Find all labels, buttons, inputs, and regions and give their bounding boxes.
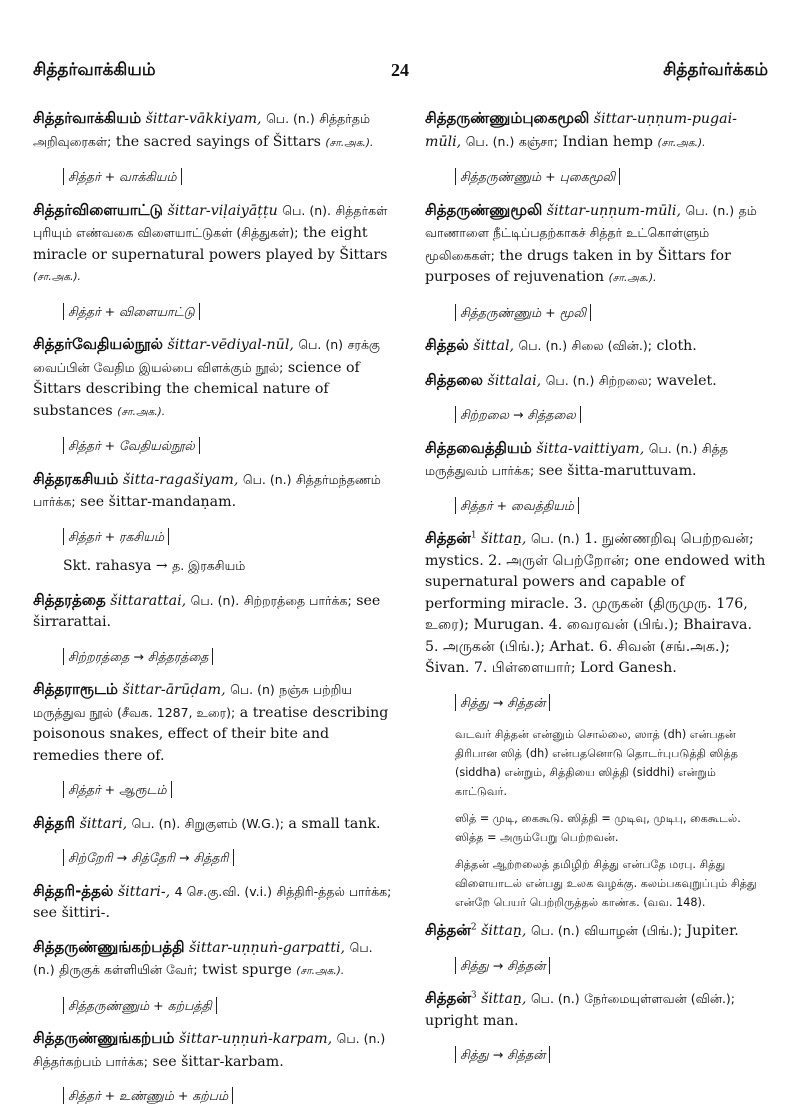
headword: சித்தருண்ணுங்கற்பம் [33, 1029, 175, 1047]
sanskrit-note [63, 555, 393, 578]
headword-superscript: 3 [470, 990, 477, 1001]
headword: சித்தர்விளையாட்டு [33, 200, 163, 219]
transliteration: šittaṉ, [481, 923, 527, 939]
tamil-definition: வியாழன் (பிங்.); [584, 923, 683, 938]
etymology-text: சித்தர் + வேதியல்நூல் [63, 437, 200, 454]
headword: சித்தரத்தை [33, 590, 106, 609]
dictionary-entry [425, 920, 770, 943]
transliteration: šittar-ārūḍam, [122, 682, 226, 698]
headword: சித்தல் [425, 336, 469, 354]
source-reference: (சா.அக.). [117, 405, 166, 418]
part-of-speech: பெ. (n.) [648, 440, 698, 456]
english-definition: wavelet. [656, 372, 717, 389]
source-reference: (சா.அக.). [608, 272, 657, 284]
transliteration: šittalai, [487, 372, 542, 389]
english-definition: see šittiri-. [33, 905, 110, 921]
headword: சித்தரி [33, 813, 76, 832]
part-of-speech: பெ. (n.) [465, 133, 515, 149]
headword: சித்தர்வேதியல்நூல் [33, 335, 163, 353]
source-reference: (சா.அக.). [296, 965, 345, 977]
english-definition: see šitta-maruttuvam. [538, 463, 697, 479]
tamil-definition: சிலை (வின்.); [571, 338, 652, 353]
etymology-text: சித்தர் + வாக்கியம் [63, 168, 182, 185]
explanatory-note: சித்தன் ஆற்றலைத் தமிழிற் சித்து என்பதே மரபு. சித்து விளையாடல் என்பது உலக வழக்கு. கலம்பகவுறுப்பும் சித்து என்றே பெயர் பெற்றிருத்தல் காண்க. (வவ. 148). [455, 858, 757, 909]
etymology-text: சித்தருண்ணும் + மூலி [455, 304, 591, 321]
tamil-definition: கஞ்சா; [518, 133, 558, 149]
headword-superscript: 1 [470, 530, 477, 541]
headword: சித்தருண்ணுங்கற்பத்தி [33, 937, 185, 956]
etymology-text: சித்தருண்ணும் + புகைமூலி [455, 168, 620, 185]
headword-superscript: 2 [470, 922, 477, 933]
part-of-speech: பெ. (n.) [266, 111, 315, 126]
sanskrit-source: Skt. rahasya → [63, 558, 168, 574]
part-of-speech: பெ. (n) [298, 337, 344, 352]
headword: சித்தருண்ணும்புகைமூலி [425, 109, 590, 127]
part-of-speech: பெ. (n.) [242, 471, 292, 487]
part-of-speech: பெ. (n). [190, 592, 240, 608]
dictionary-entry [425, 108, 770, 154]
dictionary-entry [425, 200, 770, 290]
etymology-text: சிற்றரத்தை → சித்தரத்தை [63, 648, 213, 665]
tamil-definition: சிற்றலை; [598, 372, 653, 388]
dictionary-entry [33, 813, 393, 836]
transliteration: šittar-vēdiyal-nūl, [167, 337, 294, 353]
part-of-speech: பெ. (n.) [530, 531, 580, 546]
headword: சித்தன் [425, 921, 471, 939]
transliteration: šitta-vaittiyam, [536, 440, 645, 457]
dictionary-entry [425, 988, 770, 1032]
etymology-text: சித்தர் + ஆரூடம் [63, 781, 172, 798]
etymology [455, 404, 770, 426]
running-head [0, 60, 800, 88]
dictionary-entry [33, 937, 393, 983]
part-of-speech: பெ. (n). [131, 815, 181, 831]
transliteration: šittari-, [117, 883, 171, 900]
english-definition: Jupiter. [686, 923, 739, 939]
dictionary-entry [425, 370, 770, 393]
headword: சித்தரி-த்தல் [33, 881, 114, 900]
explanatory-note: வடவர் சித்தன் என்னும் சொல்லை, ஸாத் (dh) என்பதன் திரிபான ஸித் (dh) என்பதனொடு தொடர்புபடுத்தி ஸித்த (siddha) என்றும், சித்தியை ஸித்தி (siddhi) என்றும் காட்டுவர். [455, 728, 739, 798]
transliteration: šittaṉ, [481, 991, 527, 1007]
etymology-text: சித்தர் + விளையாட்டு [63, 303, 200, 320]
etymology-text: சிற்றலை → சித்தலை [455, 406, 581, 423]
dictionary-entry [33, 590, 393, 634]
transliteration: šitta-ragašiyam, [122, 471, 239, 488]
tamil-definition: நேர்மையுள்ளவன் (வின்.); [584, 991, 736, 1006]
dictionary-entry [425, 438, 770, 483]
etymology-text: சித்தர் + வைத்தியம் [455, 497, 579, 514]
etymology [63, 435, 393, 457]
tamil-definition: சித்தர்தம் அறிவுரைகள்; [33, 111, 371, 149]
transliteration: šittar-uṇṇuṅ-garpatti, [189, 939, 346, 956]
headword: சித்தன் [425, 529, 471, 547]
source-reference: (சா.அக.). [325, 136, 374, 149]
headword: சித்தலை [425, 370, 483, 389]
tamil-definition: சித்தர்கள் புரியும் எண்வகை விளையாட்டுகள் (சித்துகள்); [33, 202, 388, 240]
tamil-definition: சித்தர்மந்தணம் பார்க்க; [33, 471, 381, 509]
part-of-speech: பெ. (n.) [530, 991, 580, 1006]
headword: சித்தருண்ணுமூலி [425, 200, 543, 219]
part-of-speech: பெ. (n.) [518, 338, 568, 353]
etymology [63, 166, 393, 188]
source-reference: (சா.அக.). [657, 136, 706, 149]
etymology-text: சித்து → சித்தன் [455, 1046, 550, 1063]
etymology [63, 526, 393, 548]
english-definition: see šittar-karbam. [152, 1053, 284, 1070]
english-definition: a treatise describing poisonous snakes, effect of their bite and remedies there of. [33, 704, 389, 764]
etymology [455, 692, 770, 714]
right-column [425, 108, 770, 1078]
english-definition: Indian hemp [562, 133, 654, 150]
definition-body: 1. நுண்ணறிவு பெற்றவன்; mystics. 2. அருள் பெற்றோன்; one endowed with supernatural powers and capable of performing miracle. 3. முருகன் (திருமுரு. 176, உரை); Murugan. 4. வைரவன் (பிங்.); Bhairava. 5. அருகன் (பிங்.); Arhat. 6. சிவன் (சங்.அக.); Šivan. 7. பிள்ளையார்; Lord Ganesh. [425, 531, 766, 676]
tamil-definition: சித்த மருத்துவம் பார்க்க; [425, 440, 728, 478]
english-definition: the eight miracle or supernatural powers played by Šittars [33, 225, 388, 263]
english-definition: a small tank. [288, 815, 381, 832]
etymology-text: சித்தருண்ணும் + கற்பத்தி [63, 997, 217, 1014]
etymology [63, 646, 393, 668]
etymology [63, 779, 393, 801]
etymology [455, 955, 770, 977]
english-definition: see šittar-mandaṇam. [80, 494, 237, 510]
etymology [455, 495, 770, 517]
headword: சித்தரகசியம் [33, 469, 119, 488]
etymology-text: சிற்றேரி → சித்தேரி → சித்தரி [63, 849, 234, 866]
transliteration: šittar-viḷaiyāṭṭu [167, 202, 278, 219]
tamil-definition: சித்தர்கற்பம் பார்க்க; [33, 1053, 149, 1069]
part-of-speech: பெ. (n) [230, 682, 275, 697]
part-of-speech: பெ. (n.) [685, 202, 735, 218]
headword: சித்தவைத்தியம் [425, 438, 532, 457]
running-head-left: சித்தர்வாக்கியம் [33, 60, 156, 80]
tamil-definition: சிற்றரத்தை பார்க்க; [243, 592, 352, 608]
part-of-speech: பெ. (n). [282, 202, 331, 218]
dictionary-entry [33, 881, 393, 925]
dictionary-entry [425, 335, 770, 358]
tamil-definition: நஞ்சு பற்றிய மருத்துவ நூல் (சீவக. 1287, உரை); [33, 682, 353, 720]
etymology-text: சித்து → சித்தன் [455, 957, 550, 974]
etymology [63, 301, 393, 323]
dictionary-entry [33, 200, 393, 289]
transliteration: šittar-vākkiyam, [145, 111, 262, 127]
transliteration: šittarattai, [110, 592, 187, 609]
etymology [63, 995, 393, 1017]
headword: சித்தர்வாக்கியம் [33, 109, 142, 127]
english-definition: upright man. [425, 1012, 519, 1029]
transliteration: šittal, [473, 338, 514, 354]
etymology [455, 1044, 770, 1066]
english-definition: cloth. [656, 338, 697, 354]
source-reference: (சா.அக.). [33, 271, 81, 283]
etymology-text: சித்தர் + உண்ணும் + கற்பம் [63, 1087, 233, 1104]
transliteration: šittaṉ, [481, 531, 527, 547]
part-of-speech: 4 செ.கு.வி. (v.i.) [174, 883, 272, 899]
etymology-text: சித்து → சித்தன் [455, 694, 550, 711]
tamil-definition: சரக்கு வைப்பின் வேதிம இயல்பை விளக்கும் நூல்; [33, 337, 380, 375]
tamil-definition: தம் வாணாளை நீட்டிப்பதற்காகச் சித்தர் உட்கொள்ளும் மூலிகைகள்; [425, 202, 757, 263]
dictionary-entry [425, 528, 770, 680]
etymology [455, 302, 770, 324]
dictionary-entry [33, 679, 393, 767]
part-of-speech: பெ. (n.) [545, 372, 595, 388]
english-definition: the sacred sayings of Šittars [115, 133, 321, 150]
transliteration: šittar-uṇṇum-pugai-mūli, [425, 111, 737, 150]
headword: சித்தராரூடம் [33, 680, 118, 698]
part-of-speech: பெ. (n.) [336, 1031, 386, 1046]
running-head-right: சித்தர்வர்க்கம் [663, 60, 768, 80]
page-number: 24 [391, 60, 409, 80]
dictionary-entry [33, 1028, 393, 1073]
etymology [63, 1085, 393, 1107]
dictionary-entry [33, 108, 393, 154]
english-definition: twist spurge [202, 962, 292, 978]
dictionary-entry [33, 334, 393, 423]
english-definition: see širrarattai. [33, 592, 381, 630]
english-definition: the drugs taken in by Šittars for purposes of rejuvenation [425, 247, 731, 285]
english-definition: science of Šittars describing the chemical nature of substances [33, 359, 360, 419]
headword: சித்தன் [425, 989, 471, 1007]
explanatory-note: ஸித் = முடி, கைகூடு. ஸித்தி = முடிவு, முடிபு, கைகூடல். ஸித்த = அரும்பேறு பெற்றவன். [455, 812, 741, 844]
transliteration: šittari, [79, 815, 128, 832]
part-of-speech: பெ. (n.) [530, 923, 580, 938]
etymology-text: சித்தர் + ரகசியம் [63, 528, 169, 545]
tamil-definition: சித்திரி-த்தல் பார்க்க; [276, 883, 392, 899]
transliteration: šittar-uṇṇuṅ-karpam, [179, 1031, 333, 1047]
etymology [63, 847, 393, 869]
tamil-equivalent: த. இரகசியம் [172, 558, 246, 573]
left-column [33, 108, 393, 1119]
transliteration: šittar-uṇṇum-mūli, [546, 202, 681, 219]
dictionary-entry [33, 469, 393, 514]
part-of-speech: பெ. (n.) [33, 939, 373, 977]
tamil-definition: சிறுகுளம் (W.G.); [184, 815, 284, 831]
tamil-definition: திருகுக் கள்ளியின் வேர்; [59, 962, 198, 977]
etymology [455, 166, 770, 188]
